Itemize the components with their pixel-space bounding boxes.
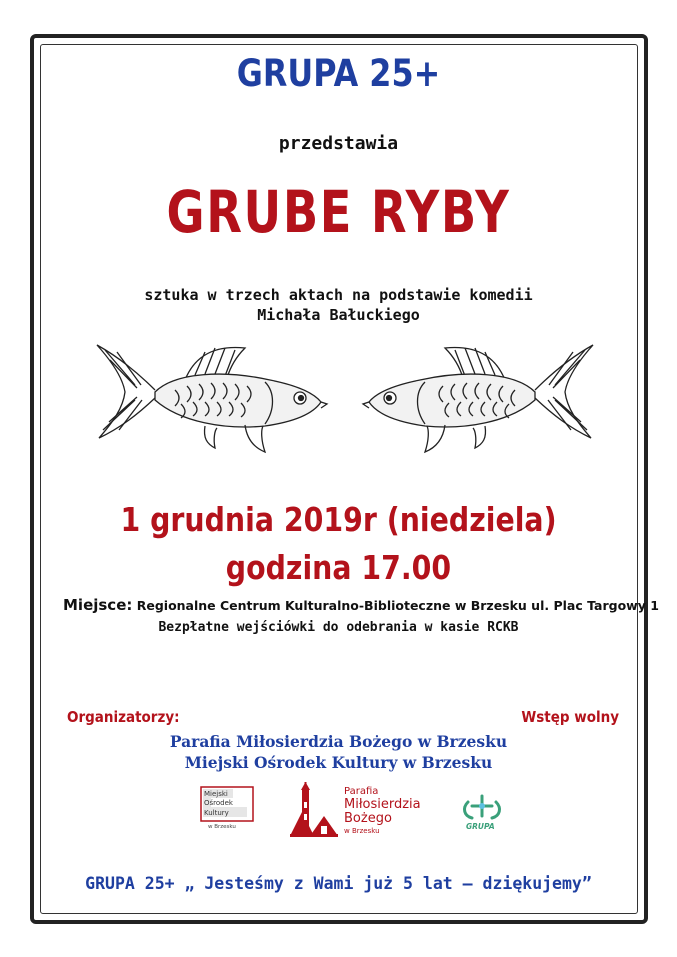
place-value: Regionalne Centrum Kulturalno-Biblioteczne w Brzesku ul. Plac Targowy 1 (136, 598, 659, 613)
parafia-line1: Parafia (344, 786, 379, 797)
mok-line3: Kultury (204, 809, 229, 817)
fish-right-illustration (355, 330, 595, 460)
mok-logo (200, 786, 254, 830)
mok-line1: Miejski (204, 790, 228, 798)
presents-text: przedstawia (278, 133, 399, 154)
parafia-line2: Miłosierdzia (344, 797, 421, 812)
mok-line4: w Brzesku (208, 824, 236, 830)
play-author: Michała Bałuckiego (257, 306, 420, 324)
footer-text: GRUPA 25+ „ Jesteśmy z Wami już 5 lat – dziękujemy” (85, 874, 592, 893)
organizer-mok: Miejski Ośrodek Kultury w Brzesku (184, 753, 493, 772)
group-title: GRUPA 25+ (236, 52, 441, 95)
event-time: godzina 17.00 (225, 548, 452, 587)
parafia-line3: Bożego (344, 811, 392, 826)
event-date: 1 grudnia 2019r (niedziela) (120, 500, 557, 539)
fish-left-illustration (95, 330, 335, 460)
play-title: GRUBE RYBY (166, 178, 511, 246)
mok-line2: Ośrodek (204, 799, 233, 807)
tickets-info: Bezpłatne wejściówki do odebrania w kasie RCKB (158, 620, 519, 635)
organizer-parafia: Parafia Miłosierdzia Bożego w Brzesku (169, 732, 508, 751)
parafia-logo (288, 782, 433, 840)
play-subtitle: sztuka w trzech aktach na podstawie komedii (144, 286, 533, 304)
free-entry-label: Wstęp wolny (521, 708, 619, 726)
grupa-logo-text: GRUPA (466, 822, 495, 831)
organizers-label: Organizatorzy: (67, 708, 180, 726)
event-place (63, 596, 659, 614)
parafia-line4: w Brzesku (344, 827, 380, 835)
place-label: Miejsce: (63, 596, 133, 614)
grupa-logo (458, 792, 506, 832)
